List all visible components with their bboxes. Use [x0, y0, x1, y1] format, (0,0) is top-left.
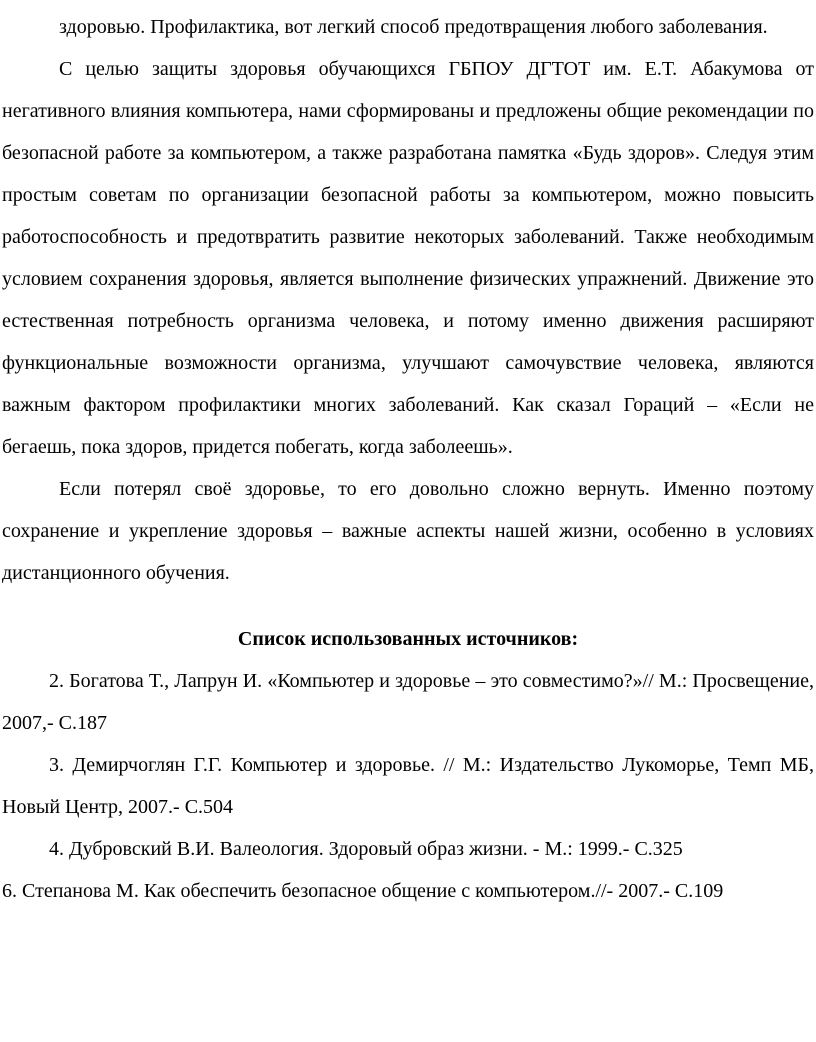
reference-item: 4. Дубровский В.И. Валеология. Здоровый образ жизни. - М.: 1999.- С.325 — [49, 838, 683, 860]
paragraph-recommendations: С целью защиты здоровья обучающихся ГБПОУ ДГТОТ им. Е.Т. Абакумова от негативного влияния компьютера, нами сформированы и предложены общие рекомендации по безопасной работе за компьютером, а также разработана памятка «Будь здоров». Следуя этим простым советам по организации безопасной работы за компьютером, можно повысить работоспособность и предотвратить развитие некоторых заболеваний. Также необходимым условием сохранения здоровья, является выполнение физических упражнений. Движение это естественная потребность организма человека, и потому именно движения расширяют функциональные возможности организма, улучшают самочувствие человека, являются важным фактором профилактики многих заболеваний. Как сказал Гораций – «Если не бегаешь, пока здоров, придется побегать, когда заболеешь». — [2, 58, 814, 458]
reference-item: 6. Степанова М. Как обеспечить безопасное общение с компьютером.//- 2007.- С.109 — [2, 880, 724, 902]
reference-item: 3. Демирчоглян Г.Г. Компьютер и здоровье. // М.: Издательство Лукоморье, Темп МБ, Новый Центр, 2007.- С.504 — [2, 754, 814, 818]
reference-item: 2. Богатова Т., Лапрун И. «Компьютер и здоровье – это совместимо?»// М.: Просвещение, 2007,- С.187 — [2, 670, 814, 734]
references-heading: Список использованных источников: — [237, 628, 579, 650]
paragraph-continuation: здоровью. Профилактика, вот легкий способ предотвращения любого заболевания. — [59, 16, 768, 38]
paragraph-conclusion: Если потерял своё здоровье, то его довольно сложно вернуть. Именно поэтому сохранение и укрепление здоровья – важные аспекты нашей жизни, особенно в условиях дистанционного обучения. — [2, 478, 814, 584]
